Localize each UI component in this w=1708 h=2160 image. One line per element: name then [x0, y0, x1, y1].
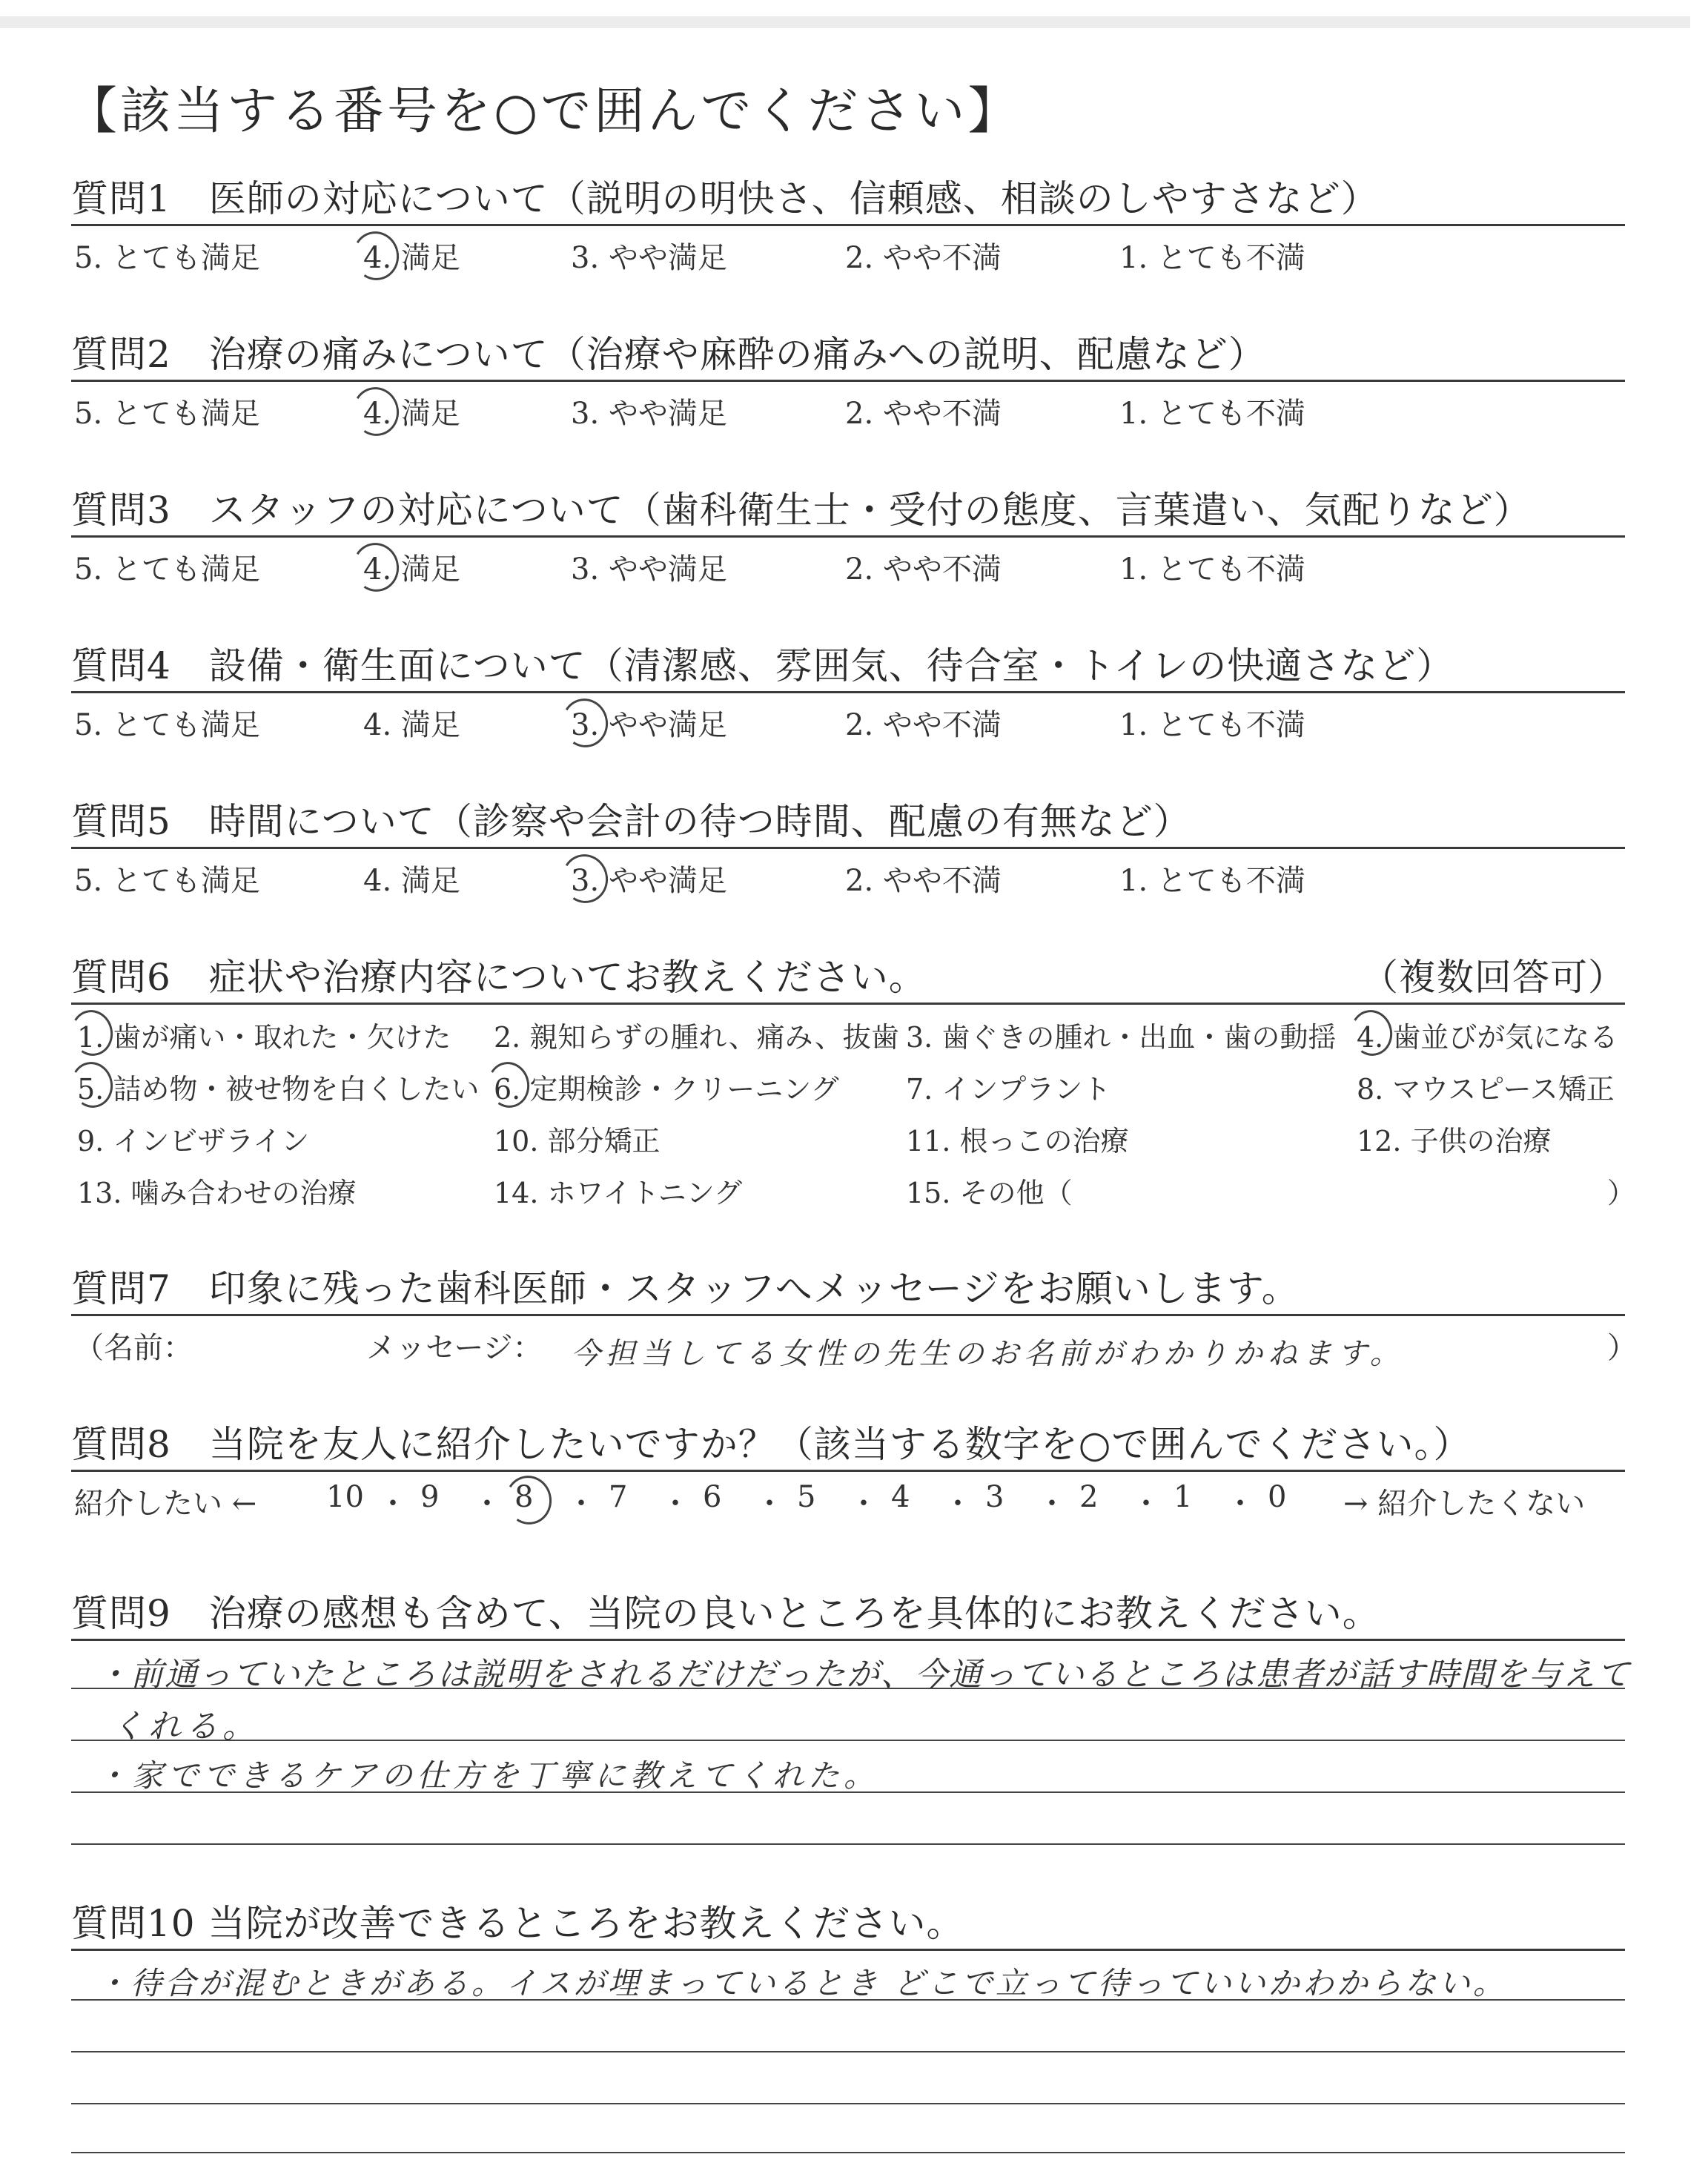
- q8-scale-number-1[interactable]: 1: [1174, 1480, 1193, 1514]
- q9-writing-line: [71, 1843, 1625, 1845]
- q8-scale-number-4[interactable]: 4: [891, 1480, 910, 1514]
- q1-option-3[interactable]: 3. やや満足: [571, 241, 727, 275]
- q4-title: 質問4 設備・衛生面について（清潔感、雰囲気、待合室・トイレの快適さなど）: [71, 644, 1454, 687]
- q8-scale-number-2[interactable]: 2: [1079, 1480, 1099, 1514]
- q8-scale-separator: ・: [943, 1487, 973, 1521]
- q3-title: 質問3 スタッフの対応について（歯科衛生士・受付の態度、言葉遣い、気配りなど）: [71, 489, 1532, 532]
- q8-scale-separator: ・: [566, 1487, 596, 1521]
- q5-title: 質問5 時間について（診察や会計の待つ時間、配慮の有無など）: [71, 800, 1191, 843]
- q6-option-5[interactable]: 5. 詰め物・被せ物を白くしたい: [77, 1073, 480, 1106]
- q4-option-4[interactable]: 4. 満足: [363, 708, 460, 742]
- q3-rule: [71, 535, 1625, 538]
- q8-scale-separator: ・: [378, 1487, 408, 1521]
- q8-scale-separator: ・: [1131, 1487, 1161, 1521]
- q6-option-10[interactable]: 10. 部分矯正: [494, 1125, 661, 1157]
- q6-option-3[interactable]: 3. 歯ぐきの腫れ・出血・歯の動揺: [906, 1021, 1337, 1054]
- q6-rule: [71, 1003, 1625, 1005]
- q6-option-2[interactable]: 2. 親知らずの腫れ、痛み、抜歯: [494, 1021, 899, 1054]
- q7-rule: [71, 1314, 1625, 1316]
- q9-handwritten-line[interactable]: くれる。: [111, 1708, 259, 1745]
- q10-title: 質問10 当院が改善できるところをお教えください。: [71, 1902, 964, 1945]
- q7-message-label: メッセージ：: [366, 1331, 543, 1365]
- q8-scale-number-9[interactable]: 9: [420, 1480, 440, 1514]
- q1-rule: [71, 224, 1625, 226]
- q5-rule: [71, 847, 1625, 849]
- q6-option-8[interactable]: 8. マウスピース矯正: [1357, 1073, 1615, 1106]
- q5-option-3[interactable]: 3. やや満足: [571, 864, 727, 898]
- q8-left-label: 紹介したい ←: [74, 1487, 257, 1521]
- q8-scale-number-7[interactable]: 7: [609, 1480, 628, 1514]
- q1-option-2[interactable]: 2. やや不満: [845, 241, 1002, 275]
- q7-name-label: （名前：: [74, 1331, 193, 1365]
- q9-rule: [71, 1639, 1625, 1641]
- q8-scale-separator: ・: [472, 1487, 502, 1521]
- q1-option-4[interactable]: 4. 満足: [363, 241, 460, 275]
- q10-writing-line: [71, 2103, 1625, 2104]
- q3-option-5[interactable]: 5. とても満足: [74, 552, 260, 587]
- q2-option-4[interactable]: 4. 満足: [363, 397, 460, 431]
- q8-rule: [71, 1470, 1625, 1472]
- q2-rule: [71, 380, 1625, 382]
- q4-rule: [71, 691, 1625, 693]
- q7-handwritten-message[interactable]: 今担当してる女性の先生のお名前がわかりかねます。: [571, 1337, 1405, 1371]
- q2-option-5[interactable]: 5. とても満足: [74, 397, 260, 431]
- q4-option-2[interactable]: 2. やや不満: [845, 708, 1002, 742]
- q5-option-4[interactable]: 4. 満足: [363, 864, 460, 898]
- q6-option-7[interactable]: 7. インプラント: [906, 1073, 1111, 1106]
- q6-option-11[interactable]: 11. 根っこの治療: [906, 1125, 1129, 1157]
- q8-selected-circle-mark: [501, 1471, 556, 1528]
- q8-scale-number-10[interactable]: 10: [326, 1480, 364, 1514]
- q8-scale-separator: ・: [1225, 1487, 1255, 1521]
- q6-title: 質問6 症状や治療内容についてお教えください。: [71, 956, 927, 999]
- q3-option-3[interactable]: 3. やや満足: [571, 552, 727, 587]
- q8-scale-number-8[interactable]: 8: [514, 1480, 534, 1514]
- q8-title: 質問8 当院を友人に紹介したいですか？（該当する数字を○で囲んでください。）: [71, 1423, 1472, 1466]
- q6-other-close-paren: ）: [1607, 1177, 1636, 1209]
- q7-close-paren: ）: [1607, 1331, 1637, 1365]
- q8-scale-number-6[interactable]: 6: [703, 1480, 722, 1514]
- q4-option-1[interactable]: 1. とても不満: [1119, 708, 1305, 742]
- q1-option-1[interactable]: 1. とても不満: [1119, 241, 1305, 275]
- q10-handwritten-line[interactable]: ・待合が混むときがある。イスが埋まっているとき どこで立って待っていいかわからない。: [96, 1965, 1507, 2001]
- q10-writing-line: [71, 2051, 1625, 2052]
- q6-multiple-note: （複数回答可）: [1361, 956, 1626, 999]
- q6-option-15[interactable]: 15. その他（: [906, 1177, 1073, 1209]
- q9-writing-line: [71, 1740, 1625, 1741]
- q8-scale-number-3[interactable]: 3: [985, 1480, 1004, 1514]
- page-heading: 【該当する番号を○で囲んでください】: [67, 82, 1022, 141]
- q1-title: 質問1 医師の対応について（説明の明快さ、信頼感、相談のしやすさなど）: [71, 177, 1379, 220]
- q7-title: 質問7 印象に残った歯科医師・スタッフへメッセージをお願いします。: [71, 1267, 1300, 1310]
- q4-option-5[interactable]: 5. とても満足: [74, 708, 260, 742]
- q6-option-12[interactable]: 12. 子供の治療: [1357, 1125, 1552, 1157]
- q3-option-2[interactable]: 2. やや不満: [845, 552, 1002, 587]
- q3-option-4[interactable]: 4. 満足: [363, 552, 460, 587]
- q8-right-label: → 紹介したくない: [1343, 1487, 1586, 1521]
- q6-option-6[interactable]: 6. 定期検診・クリーニング: [494, 1073, 839, 1106]
- q10-rule: [71, 1949, 1625, 1951]
- q2-option-3[interactable]: 3. やや満足: [571, 397, 727, 431]
- q5-option-1[interactable]: 1. とても不満: [1119, 864, 1305, 898]
- q1-option-5[interactable]: 5. とても満足: [74, 241, 260, 275]
- q8-scale-number-0[interactable]: 0: [1268, 1480, 1287, 1514]
- q8-scale-number-5[interactable]: 5: [797, 1480, 816, 1514]
- q6-option-14[interactable]: 14. ホワイトニング: [494, 1177, 743, 1209]
- q8-scale-separator: ・: [661, 1487, 690, 1521]
- q8-scale-separator: ・: [755, 1487, 784, 1521]
- q8-scale-separator: ・: [849, 1487, 878, 1521]
- q6-option-9[interactable]: 9. インビザライン: [77, 1125, 310, 1157]
- q6-option-13[interactable]: 13. 噛み合わせの治療: [77, 1177, 357, 1209]
- q6-option-4[interactable]: 4. 歯並びが気になる: [1357, 1021, 1618, 1054]
- q5-option-2[interactable]: 2. やや不満: [845, 864, 1002, 898]
- q8-scale-separator: ・: [1037, 1487, 1067, 1521]
- q2-option-1[interactable]: 1. とても不満: [1119, 397, 1305, 431]
- q10-writing-line: [71, 2152, 1625, 2153]
- q5-option-5[interactable]: 5. とても満足: [74, 864, 260, 898]
- q2-title: 質問2 治療の痛みについて（治療や麻酔の痛みへの説明、配慮など）: [71, 333, 1266, 376]
- q4-option-3[interactable]: 3. やや満足: [571, 708, 727, 742]
- q9-handwritten-line[interactable]: ・家でできるケアの仕方を丁寧に教えてくれた。: [96, 1757, 880, 1794]
- q9-title: 質問9 治療の感想も含めて、当院の良いところを具体的にお教えください。: [71, 1592, 1380, 1635]
- q2-option-2[interactable]: 2. やや不満: [845, 397, 1002, 431]
- scan-top-edge: [0, 16, 1690, 28]
- q3-option-1[interactable]: 1. とても不満: [1119, 552, 1305, 587]
- q9-handwritten-line[interactable]: ・前通っていたところは説明をされるだけだったが、今通っているところは患者が話す時間を与えて: [96, 1656, 1631, 1694]
- q6-option-1[interactable]: 1. 歯が痛い・取れた・欠けた: [77, 1021, 451, 1054]
